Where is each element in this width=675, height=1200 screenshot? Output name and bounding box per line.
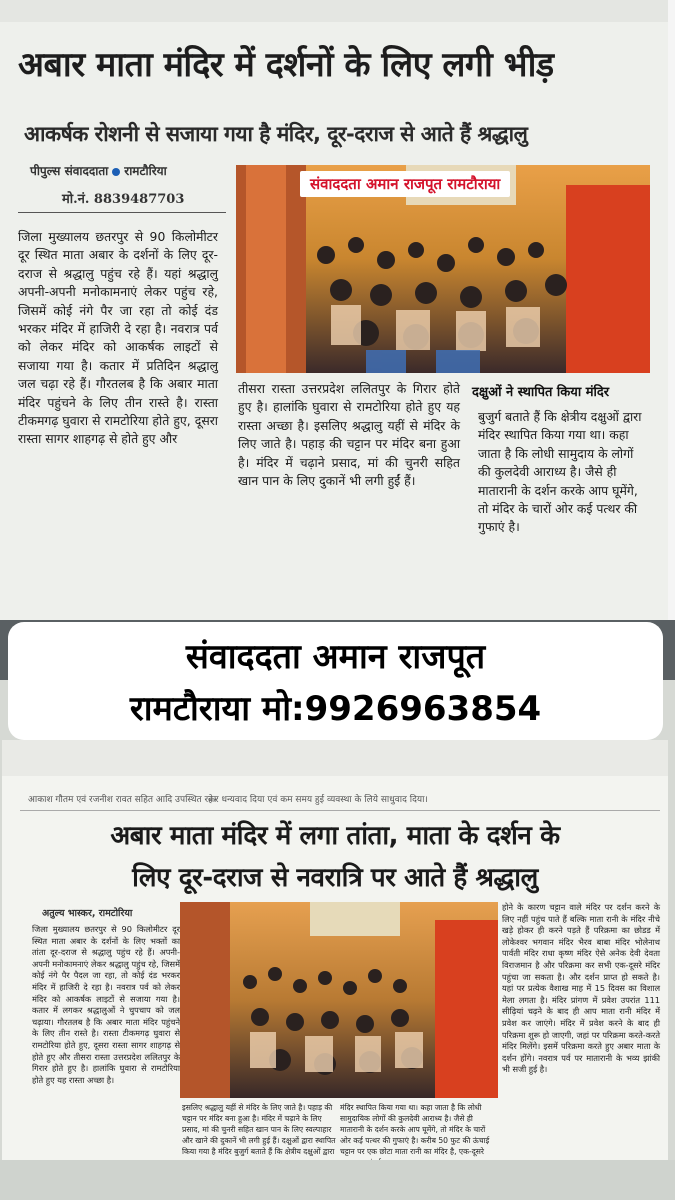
crowd-photo — [180, 902, 498, 1098]
mobile-number: मो.नं. 8839487703 — [62, 192, 185, 207]
section-subhead: दक्षुओं ने स्थापित किया मंदिर — [472, 385, 610, 400]
headline-line-2: लिए दूर-दराज से नवरात्रि पर आते हैं श्रद्धालु — [132, 863, 538, 893]
crowd-photo-illustration — [180, 902, 498, 1098]
article-column-a: जिला मुख्यालय छतरपुर से 90 किलोमीटर दूर स्थित माता अबार के दर्शनों के लिए भक्तों का तांता दूर-दराज से श्रद्धालु पहुंच रहे हैं। अपनी-अपनी मनोकामनाएं लेकर श्रद्धालु पहुंच रहे, जिसमें कोई नंगे पैर पैदल जा रहा, तो कोई दंड भरकर मंदिर में हाजिरी दे रहा है। नवरात्र पर्व को लेकर मंदिर को आकर्षक लाइटों से सजाया गया है। कतार में लगकर श्रद्धालुओं ने चुपचाप को जल चढ़ाया। गौरतलब है कि अबार माता मंदिर पहुंचने के लिए तीन रास्ते है। रास्ता टीकमगढ़ घुवारा से रामटोरिया होते हुए, दूसरा रास्ता सागर शाहगढ़ से होते हुए और तीसरा रास्ता उत्तरप्रदेश ललितपुर के गिरार होते हुए है। हालांकि घुवारा से रामटोरिया होते हुए यह रास्ता अच्छा है। — [32, 924, 180, 1085]
byline-dot-icon — [112, 168, 120, 176]
headline-line-1: अबार माता मंदिर में लगा तांता, माता के दर्शन के — [110, 821, 560, 851]
byline: अतुल्य भास्कर, रामटोरिया — [42, 908, 133, 919]
article-column-2: तीसरा रास्ता उत्तरप्रदेश ललितपुर के गिरार होते हुए है। हालांकि घुवारा से रामटोरिया होते हुए यह रास्ता अच्छा है। इसलिए श्रद्धालु यहीं से मंदिर के लिए जाते है। पहाड़ की चट्टान पर मंदिर बना हुआ है। मंदिर में चढ़ाने प्रसाद, मां की चुनरी सहित खान पान के लिए दुकानें भी लगी हुईं हैं। — [238, 381, 460, 489]
top-note-left: आकाश गौतम एवं रजनीश रावत सहित आदि उपस्थित रहे। — [28, 795, 217, 805]
article-column-c: मंदिर स्थापित किया गया था। कहा जाता है कि लोधी सामुदायिक लोगों की कुलदेवी आराध्य है। जैसे ही मातारानी के दर्शन करके आप घूमेंगे, तो मंदिर के चारों ओर कई पत्थर की गुफाएं है। करीब 50 फुट की ऊंचाई चट्टान पर एक छोटा माता रानी का मंदिर है, एक-दूसरे — [340, 1103, 490, 1156]
divider — [20, 810, 660, 811]
reporter-banner — [8, 622, 663, 740]
banner-line-2: रामटौराया मो:9926963854 — [129, 689, 542, 729]
newspaper-clipping-2 — [2, 740, 668, 1160]
photo-caption: संवाददता अमान राजपूत रामटौराया — [300, 171, 510, 197]
byline-reporter: पीपुल्स संवाददाता — [30, 164, 109, 178]
top-sliver — [2, 740, 668, 776]
headline: अबार माता मंदिर में दर्शनों के लिए लगी भीड़ — [18, 45, 554, 85]
top-note-right: कर धन्यवाद दिया एवं कम समय हुई व्यवस्था के लिये साधुवाद दिया। — [208, 795, 428, 805]
subheadline: आकर्षक रोशनी से सजाया गया है मंदिर, दूर-दराज से आते हैं श्रद्धालु — [24, 122, 528, 146]
article-column-d: होने के कारण चट्टान वाले मंदिर पर दर्शन करने के लिए नहीं पहुंच पाते हैं बल्कि माता रानी के मंदिर नीचे खड़े होकर ही करने पड़ते हैं परिक्रमा का छोडड में लोकेश्वर भगवान मंदिर भैरव बाबा मंदिर भोलेनाथ पार्वती मंदिर राधा कृष्ण मंदिर ऐसे अनेक देवी देवता विराजमान है और परिक्रमा कर सभी एक-दूसरे मंदिर पहुंचा जा सकता है। और दर्शन प्राप्त हो सकते है। यहां पर प्रत्येक वैशाख माह में 15 दिवस का विशाल मेला लगता है। मंदिर प्रांगण में प्रवेश उपरांत 111 सीढ़ियां चढ़ने के बाद ही आप माता रानी मंदिर में प्रवेश कर जाएंगे। मंदिर में प्रवेश करने के बाद ही परिक्रमा शुरू हो जाएगी, जहां पर परिक्रमा करते-करते मंदिर मिलेंगे। इसमें परिक्रमा करते हुए अबार माता के दर्शन होंगे। नवरात्र पर्व पर मातारानी के भव्य झांकी भी सजी हुई है। — [502, 902, 660, 1075]
byline-place: रामटौरिया — [124, 164, 167, 178]
byline — [30, 162, 167, 179]
article-column-3: बुजुर्ग बताते हैं कि क्षेत्रीय दक्षुओं द्वारा मंदिर स्थापित किया गया था। कहा जाता है कि लोधी सामुदाय के लोगों की कुलदेवी आराध्य है। जैसे ही मातारानी के दर्शन करके आप घूमेंगे, तो मंदिर के चारों ओर कई पत्थर की गुफाएं है। — [478, 409, 642, 535]
article-column-1: जिला मुख्यालय छतरपुर से 90 किलोमीटर दूर स्थित माता अबार के दर्शनों के लिए दूर-दराज से श्रद्धालु पहुंच रहे हैं। यहां श्रद्धालु अपनी-अपनी मनोकामनाएं लेकर पहुंच रहे, जिसमें कोई नंगे पैर जा रहा तो कोई दंड भरकर मंदिर में हाजिरी दे रहा है। नवरात्र पर्व को लेकर मंदिर को आकर्षक लाइटों से सजाया गया है। कतार में प्रतिदिन श्रद्धालु जल चढ़ा रहे हैं। गौरतलब है कि अबार माता मंदिर पहुंचने के लिए तीन रास्ते है। रास्ता टीकमगढ़ घुवारा से रामटोरिया होते हुए, दूसरा रास्ता सागर शाहगढ़ से होते हुए और — [18, 229, 218, 447]
bottom-background — [0, 1160, 675, 1200]
banner-line-1: संवाददता अमान राजपूत — [185, 637, 486, 677]
divider — [18, 212, 226, 213]
right-strip — [668, 0, 675, 620]
top-strip — [0, 0, 668, 22]
article-column-b: इसलिए श्रद्धालु यहीं से मंदिर के लिए जाते है। पहाड़ की चट्टान पर मंदिर बना हुआ है। मंदिर में चढ़ाने के लिए प्रसाद, मां की चुनरी सहित खान पान के लिए स्वल्पाहार और खाने की दुकानें भी लगी हुई हैं। दक्षुओं द्वारा स्थापित किया गया है मंदिर बुजुर्ग बताते हैं कि क्षेत्रीय दक्षुओं द्वारा — [182, 1103, 336, 1156]
